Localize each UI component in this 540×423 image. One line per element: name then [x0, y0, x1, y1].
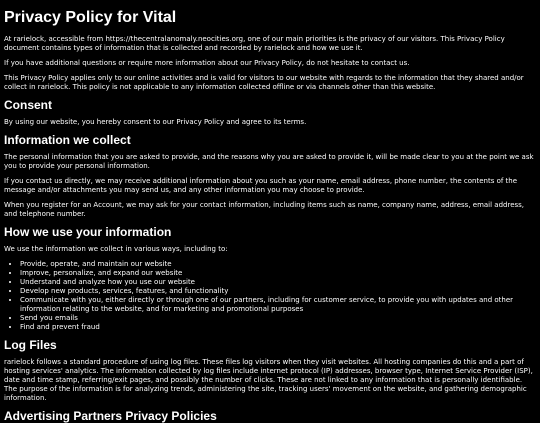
intro-paragraph-3: This Privacy Policy applies only to our online activities and is valid for visitors to our website with regards to the information that they shared and/or collect in rarielock. This policy is not applicable to any information collected offline or via channels other than this website.: [4, 74, 524, 91]
advertising-heading: Advertising Partners Privacy Policies: [4, 409, 217, 423]
list-item: • Understand and analyze how you use our website: [20, 278, 536, 287]
page-title: Privacy Policy for Vital: [4, 9, 177, 26]
info-collect-heading: Information we collect: [4, 133, 131, 147]
intro-paragraph-1: At rarielock, accessible from https://thecentralanomaly.neocities.org, one of our main priorities is the privacy of our visitors. This Privacy Policy document contains types of information that is collected and recorded by rarielock and how we use it.: [4, 35, 505, 52]
info-collect-paragraph-2: If you contact us directly, we may receive additional information about you such as your name, email address, phone number, the contents of the message and/or attachments you may send us, and any other information you may choose to provide.: [4, 177, 518, 194]
list-item: • Communicate with you, either directly or through one of our partners, including for customer service, to provide you with updates and other information relating to the website, and for marketing and promotional purposes: [20, 296, 536, 314]
log-files-text: rarielock follows a standard procedure of using log files. These files log visitors when they visit websites. All hosting companies do this and a part of hosting services' analytics. The information collected by log files include internet protocol (IP) addresses, browser type, Internet Service Provider (ISP), date and time stamp, referring/exit pages, and possibly the number of clicks. These are not linked to any information that is personally identifiable. The purpose of the information is for analyzing trends, administering the site, tracking users' movement on the website, and gathering demographic information.: [4, 358, 533, 402]
info-collect-paragraph-1: The personal information that you are asked to provide, and the reasons why you are asked to provide it, will be made clear to you at the point we ask you to provide your personal information.: [4, 153, 534, 170]
list-item: • Develop new products, services, features, and functionality: [20, 287, 536, 296]
use-info-list: [4, 260, 536, 332]
list-item: • Improve, personalize, and expand our website: [20, 269, 536, 278]
use-info-intro: We use the information we collect in various ways, including to:: [4, 245, 228, 253]
intro-paragraph-2: If you have additional questions or require more information about our Privacy Policy, do not hesitate to contact us.: [4, 59, 410, 67]
consent-text: By using our website, you hereby consent to our Privacy Policy and agree to its terms.: [4, 118, 307, 126]
consent-heading: Consent: [4, 98, 52, 112]
info-collect-paragraph-3: When you register for an Account, we may ask for your contact information, including items such as name, company name, address, email address, and telephone number.: [4, 201, 525, 218]
list-item: • Provide, operate, and maintain our website: [20, 260, 536, 269]
use-info-heading: How we use your information: [4, 225, 172, 239]
list-item: • Find and prevent fraud: [20, 323, 536, 332]
log-files-heading: Log Files: [4, 338, 57, 352]
list-item: • Send you emails: [20, 314, 536, 323]
